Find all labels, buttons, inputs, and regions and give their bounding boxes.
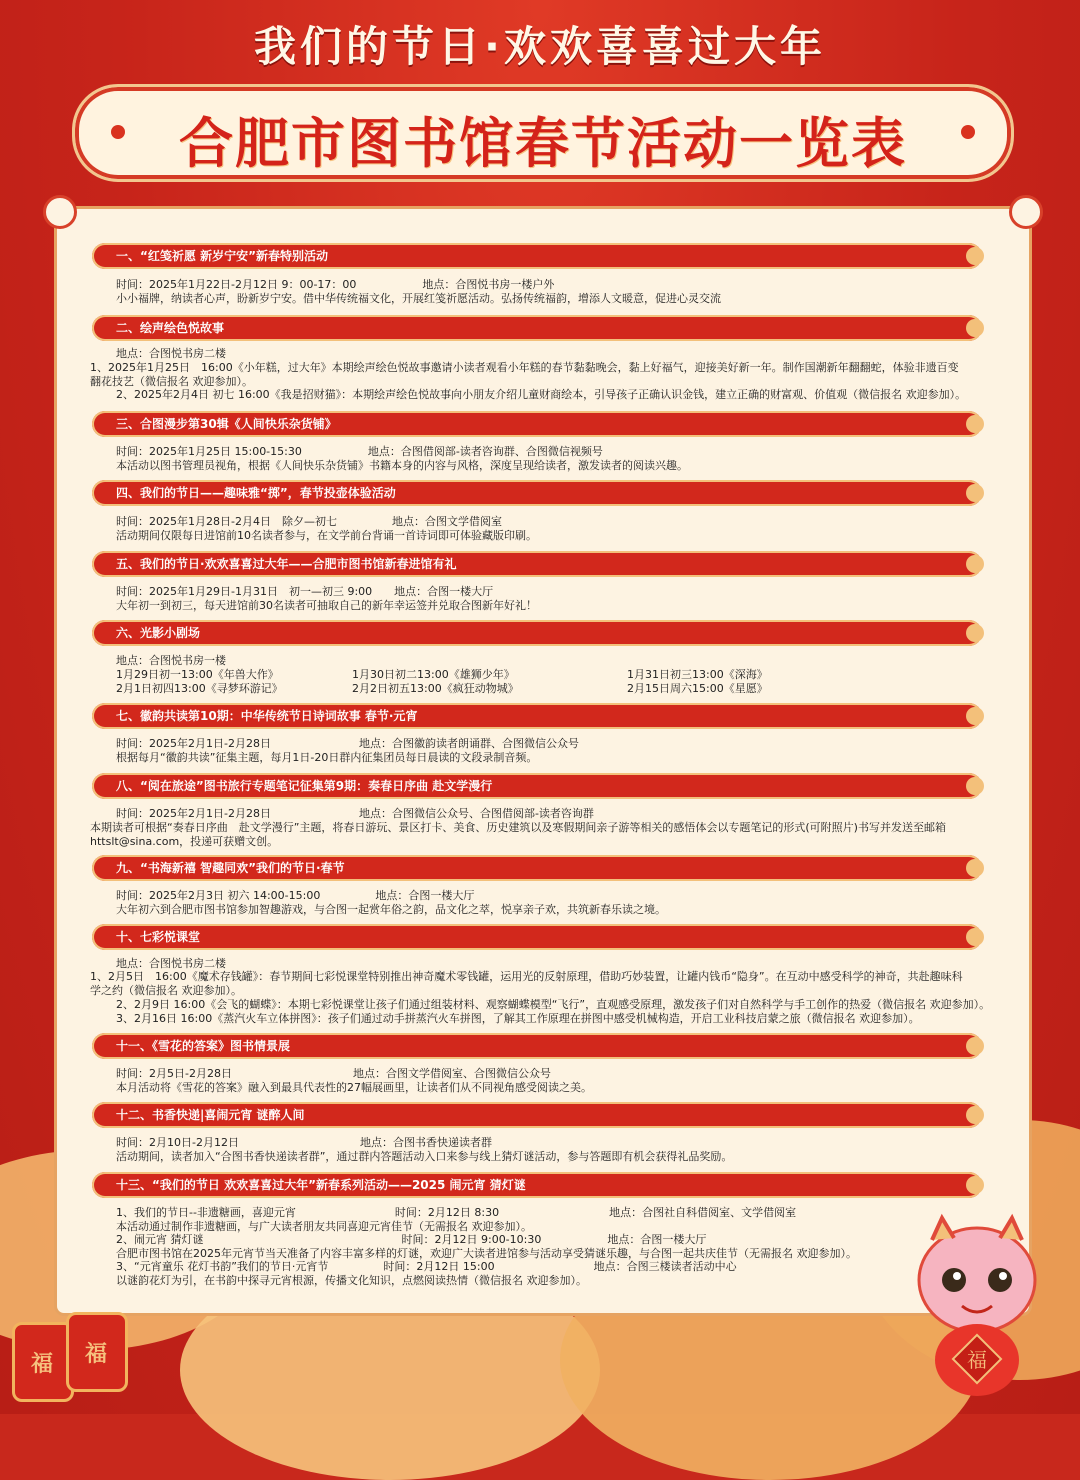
fu-character: 福 [85,1341,108,1367]
section-header [92,1172,982,1198]
section-header [92,855,982,881]
fu-character: 福 [31,1351,54,1377]
bar-ornament [966,707,984,725]
section-title: 三、合图漫步第30辑《人间快乐杂货铺》 [116,417,337,431]
section-header [92,1033,982,1059]
section-line: 2、2月9日 16:00《会飞的蝴蝶》：本期七彩悦课堂让孩子们通过组装材料、观察蝴蝶模型“飞行”，直观感受原理，激发孩子们对自然科学与手工创作的热爱（微信报名 欢迎参加）。 [116,998,991,1011]
section-header [92,411,982,437]
section-title: 四、我们的节日——趣味雅“掷”，春节投壶体验活动 [116,486,396,500]
section-line: 大年初一到初三，每天进馆前30名读者可抽取自己的新年幸运签并兑取合图新年好礼！ [116,599,537,612]
section-header [92,1102,982,1128]
lantern-decoration [12,1322,74,1402]
section-header [92,315,982,341]
section-line: 本期读者可根据“奏春日序曲 赴文学漫行”主题，将春日游玩、景区打卡、美食、历史建筑以及寒假期间亲子游等相关的感悟体会以专题笔记的形式(可附照片)书写并发送至邮箱httslt@sina.com，投递可获赠文创。 [90,821,946,848]
section-header [92,924,982,950]
bar-ornament [966,1037,984,1055]
bar-ornament [966,415,984,433]
bar-ornament [966,928,984,946]
top-title: 我们的节日·欢欢喜喜过大年 [254,22,826,71]
bar-ornament [966,1176,984,1194]
section-line: 地点：合图悦书房一楼 [116,654,226,667]
section-header [92,620,982,646]
section-header [92,773,982,799]
section-title: 十、七彩悦课堂 [116,930,201,944]
section-line: 地点：合图悦书房二楼 [116,347,226,360]
section-line: 时间：2025年2月1日-2月28日 地点：合图徽韵读者朗诵群、合图微信公众号 [116,737,579,750]
bar-ornament [966,624,984,642]
lantern-decoration [66,1312,128,1392]
dragon-mascot-icon [902,1210,1052,1400]
section-title: 五、我们的节日·欢欢喜喜过大年——合肥市图书馆新春进馆有礼 [116,557,457,571]
section-line: 3、2月16日 16:00《蒸汽火车立体拼图》：孩子们通过动手拼蒸汽火车拼图，了解其工作原理在拼图中感受机械构造，开启工业科技启蒙之旅（微信报名 欢迎参加）。 [116,1012,920,1025]
section-line: 时间：2025年2月1日-2月28日 地点：合图微信公众号、合图借阅部-读者咨询群 [116,807,594,820]
film-item: 1月29日初一13:00《年兽大作》 [116,668,279,681]
section-line: 1、2025年1月25日 16:00《小年糕，过大年》本期绘声绘色悦故事邀请小读者观看小年糕的春节黏黏晚会，黏上好福气，迎接美好新一年。制作国潮新年翻翻蛇，体验非遗百变翻花技艺（微信报名 欢迎参加）。 [90,361,959,388]
film-item: 2月2日初五13:00《疯狂动物城》 [352,682,519,695]
section-title: 十三、“我们的节日 欢欢喜喜过大年”新春系列活动——2025 闹元宵 猜灯谜 [116,1178,526,1192]
section-line: 时间：2月5日-2月28日 地点：合图文学借阅室、合图微信公众号 [116,1067,551,1080]
bar-ornament [966,777,984,795]
section-line: 本活动通过制作非遗糖画，与广大读者朋友共同喜迎元宵佳节（无需报名 欢迎参加）。 [116,1220,532,1233]
fu-character: 福 [967,1348,987,1372]
corner-ornament [43,195,77,229]
section-header [92,243,982,269]
section-line: 时间：2025年2月3日 初六 14:00-15:00 地点：合图一楼大厅 [116,889,475,902]
section-line: 根据每月“徽韵共读”征集主题，每月1日-20日群内征集团员每日晨读的文段录制音频。 [116,751,538,764]
section-title: 七、徽韵共读第10期：中华传统节日诗词故事 春节·元宵 [116,709,418,723]
section-title: 六、光影小剧场 [116,626,201,640]
section-line: 时间：2025年1月28日-2月4日 除夕—初七 地点：合图文学借阅室 [116,515,502,528]
bar-ornament [966,247,984,265]
section-line: 时间：2月10日-2月12日 地点：合图书香快递读者群 [116,1136,492,1149]
bar-ornament [966,1106,984,1124]
section-header [92,703,982,729]
film-item: 2月1日初四13:00《寻梦环游记》 [116,682,283,695]
section-line: 2、闹元宵 猜灯谜 时间：2月12日 9:00-10:30 地点：合图一楼大厅 [116,1233,707,1246]
section-line: 活动期间，读者加入“合图书香快递读者群”，通过群内答题活动入口来参与线上猜灯谜活动，参与答题即有机会获得礼品奖励。 [116,1150,733,1163]
section-header [92,551,982,577]
section-line: 小小福牌，纳读者心声，盼新岁宁安。借中华传统福文化，开展红笺祈愿活动。弘扬传统福韵，增添人文暖意，促进心灵交流 [116,292,721,305]
section-title: 九、“书海新禧 智趣同欢”我们的节日·春节 [116,861,345,875]
section-line: 以谜韵花灯为引，在书韵中探寻元宵根源，传播文化知识，点燃阅读热情（微信报名 欢迎参加）。 [116,1274,587,1287]
main-title: 合肥市图书馆春节活动一览表 [179,111,907,175]
section-line: 1、2月5日 16:00《魔术存钱罐》：春节期间七彩悦课堂特别推出神奇魔术零钱罐，运用光的反射原理，借助巧妙装置，让罐内钱币“隐身”。在互动中感受科学的神奇，共赴趣味科学之约（微信报名 欢迎参加）。 [90,970,963,997]
section-line: 2、2025年2月4日 初七 16:00《我是招财猫》：本期绘声绘色悦故事向小朋友介绍儿童财商绘本，引导孩子正确认识金钱，建立正确的财富观、价值观（微信报名 欢迎参加）。 [116,388,967,401]
section-title: 八、“阅在旅途”图书旅行专题笔记征集第9期：奏春日序曲 赴文学漫行 [116,779,493,793]
corner-ornament [1009,195,1043,229]
section-line: 3、“元宵童乐 花灯书韵”我们的节日·元宵节 时间：2月12日 15:00 地点：合图三楼读者活动中心 [116,1260,737,1273]
section-line: 1、我们的节日--非遗糖画，喜迎元宵 时间：2月12日 8:30 地点：合图社自科借阅室、文学借阅室 [116,1206,797,1219]
section-title: 十一、《雪花的答案》图书情景展 [116,1039,291,1053]
bar-ornament [966,555,984,573]
film-item: 2月15日周六15:00《星愿》 [627,682,768,695]
section-title: 十二、书香快递|喜闹元宵 谜醉人间 [116,1108,305,1122]
section-line: 时间：2025年1月29日-1月31日 初一—初三 9:00 地点：合图一楼大厅 [116,585,494,598]
section-line: 地点：合图悦书房二楼 [116,957,226,970]
section-line: 时间：2025年1月25日 15:00-15:30 地点：合图借阅部-读者咨询群、合图微信视频号 [116,445,603,458]
film-item: 1月30日初二13:00《雄狮少年》 [352,668,515,681]
section-title: 二、绘声绘色悦故事 [116,321,225,335]
bar-ornament [966,319,984,337]
section-title: 一、“红笺祈愿 新岁宁安”新春特别活动 [116,249,328,263]
section-line: 时间：2025年1月22日-2月12日 9：00-17：00 地点：合图悦书房一楼户外 [116,278,555,291]
title-banner [72,84,1014,182]
section-line: 本活动以图书管理员视角，根据《人间快乐杂货铺》书籍本身的内容与风格，深度呈现给读者，激发读者的阅读兴趣。 [116,459,688,472]
bar-ornament [966,859,984,877]
section-line: 本月活动将《雪花的答案》融入到最具代表性的27幅展画里，让读者们从不同视角感受阅读之美。 [116,1081,592,1094]
section-line: 活动期间仅限每日进馆前10名读者参与，在文学前台背诵一首诗词即可体验藏版印刷。 [116,529,537,542]
bar-ornament [966,484,984,502]
section-header [92,480,982,506]
section-line: 大年初六到合肥市图书馆参加智趣游戏，与合图一起赏年俗之韵，品文化之萃，悦享亲子欢，共筑新春乐读之境。 [116,903,666,916]
section-line: 合肥市图书馆在2025年元宵节当天准备了内容丰富多样的灯谜，欢迎广大读者进馆参与活动享受猜谜乐趣，与合图一起共庆佳节（无需报名 欢迎参加）。 [116,1247,857,1260]
film-item: 1月31日初三13:00《深海》 [627,668,768,681]
